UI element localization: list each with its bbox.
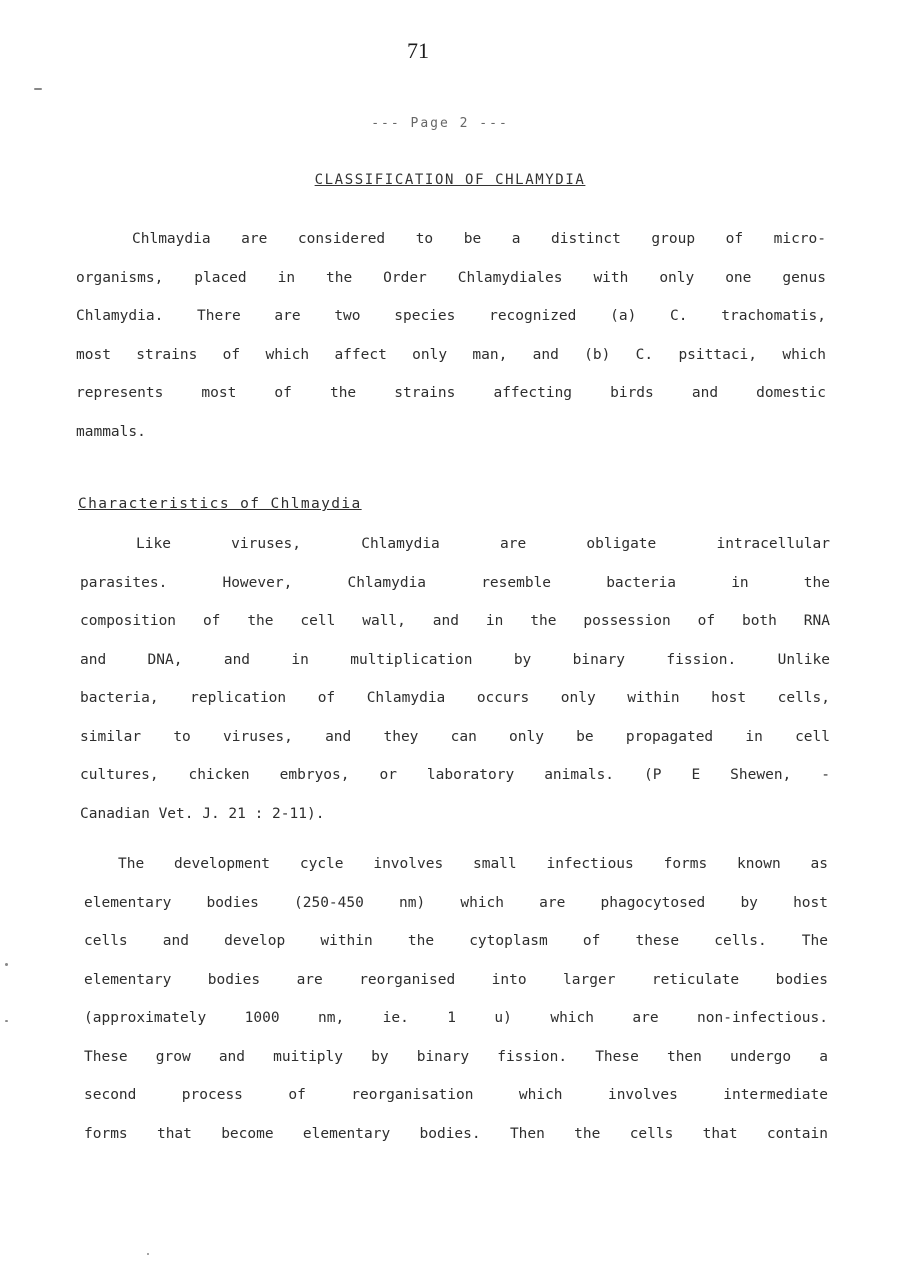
scan-mark (34, 88, 42, 90)
characteristics-paragraph (80, 525, 830, 833)
paragraph-line: organisms, placed in the Order Chlamydiales with only one genus (76, 269, 826, 286)
paragraph-line: (approximately 1000 nm, ie. 1 u) which are non-infectious. (84, 1010, 828, 1026)
paragraph-line: most strains of which affect only man, and (b) C. psittaci, which (76, 346, 826, 363)
scan-mark (5, 963, 8, 966)
paragraph-line: forms that become elementary bodies. Then the cells that contain (84, 1125, 828, 1142)
scan-mark (5, 1020, 8, 1022)
paragraph-line: and DNA, and in multiplication by binary fission. Unlike (80, 651, 830, 668)
paragraph-line: cells and develop within the cytoplasm of these cells. The (84, 933, 828, 949)
paragraph-line: composition of the cell wall, and in the possession of both RNA (80, 613, 830, 629)
development-paragraph (84, 845, 828, 1153)
paragraph-line: elementary bodies are reorganised into larger reticulate bodies (84, 971, 828, 988)
paragraph-line: second process of reorganisation which involves intermediate (84, 1087, 828, 1103)
paragraph-line: similar to viruses, and they can only be propagated in cell (80, 728, 830, 745)
paragraph-line: cultures, chicken embryos, or laboratory animals. (P E Shewen, - (80, 767, 830, 783)
page-number: 71 (407, 38, 429, 63)
paragraph-line: represents most of the strains affecting birds and domestic (76, 385, 826, 401)
paragraph-line: elementary bodies (250-450 nm) which are phagocytosed by host (84, 894, 828, 911)
paragraph-line: Chlamydia. There are two species recognized (a) C. trachomatis, (76, 308, 826, 324)
paragraph-line: mammals. (76, 423, 146, 440)
document-title: CLASSIFICATION OF CHLAMYDIA (314, 172, 586, 188)
paragraph-line: parasites. However, Chlamydia resemble bacteria in the (80, 574, 830, 591)
intro-paragraph (76, 220, 826, 451)
page-header: --- Page 2 --- (371, 116, 509, 131)
section-heading: Characteristics of Chlmaydia (78, 496, 362, 512)
paragraph-line: Like viruses, Chlamydia are obligate intracellular (136, 536, 830, 552)
paragraph-line: These grow and muitiply by binary fission. These then undergo a (84, 1048, 828, 1065)
paragraph-line: Canadian Vet. J. 21 : 2-11). (80, 805, 325, 822)
paragraph-line: bacteria, replication of Chlamydia occurs only within host cells, (80, 690, 830, 706)
paragraph-line: The development cycle involves small infectious forms known as (118, 856, 828, 872)
paragraph-line: Chlmaydia are considered to be a distinct group of micro- (132, 231, 826, 247)
scan-mark (147, 1253, 149, 1255)
